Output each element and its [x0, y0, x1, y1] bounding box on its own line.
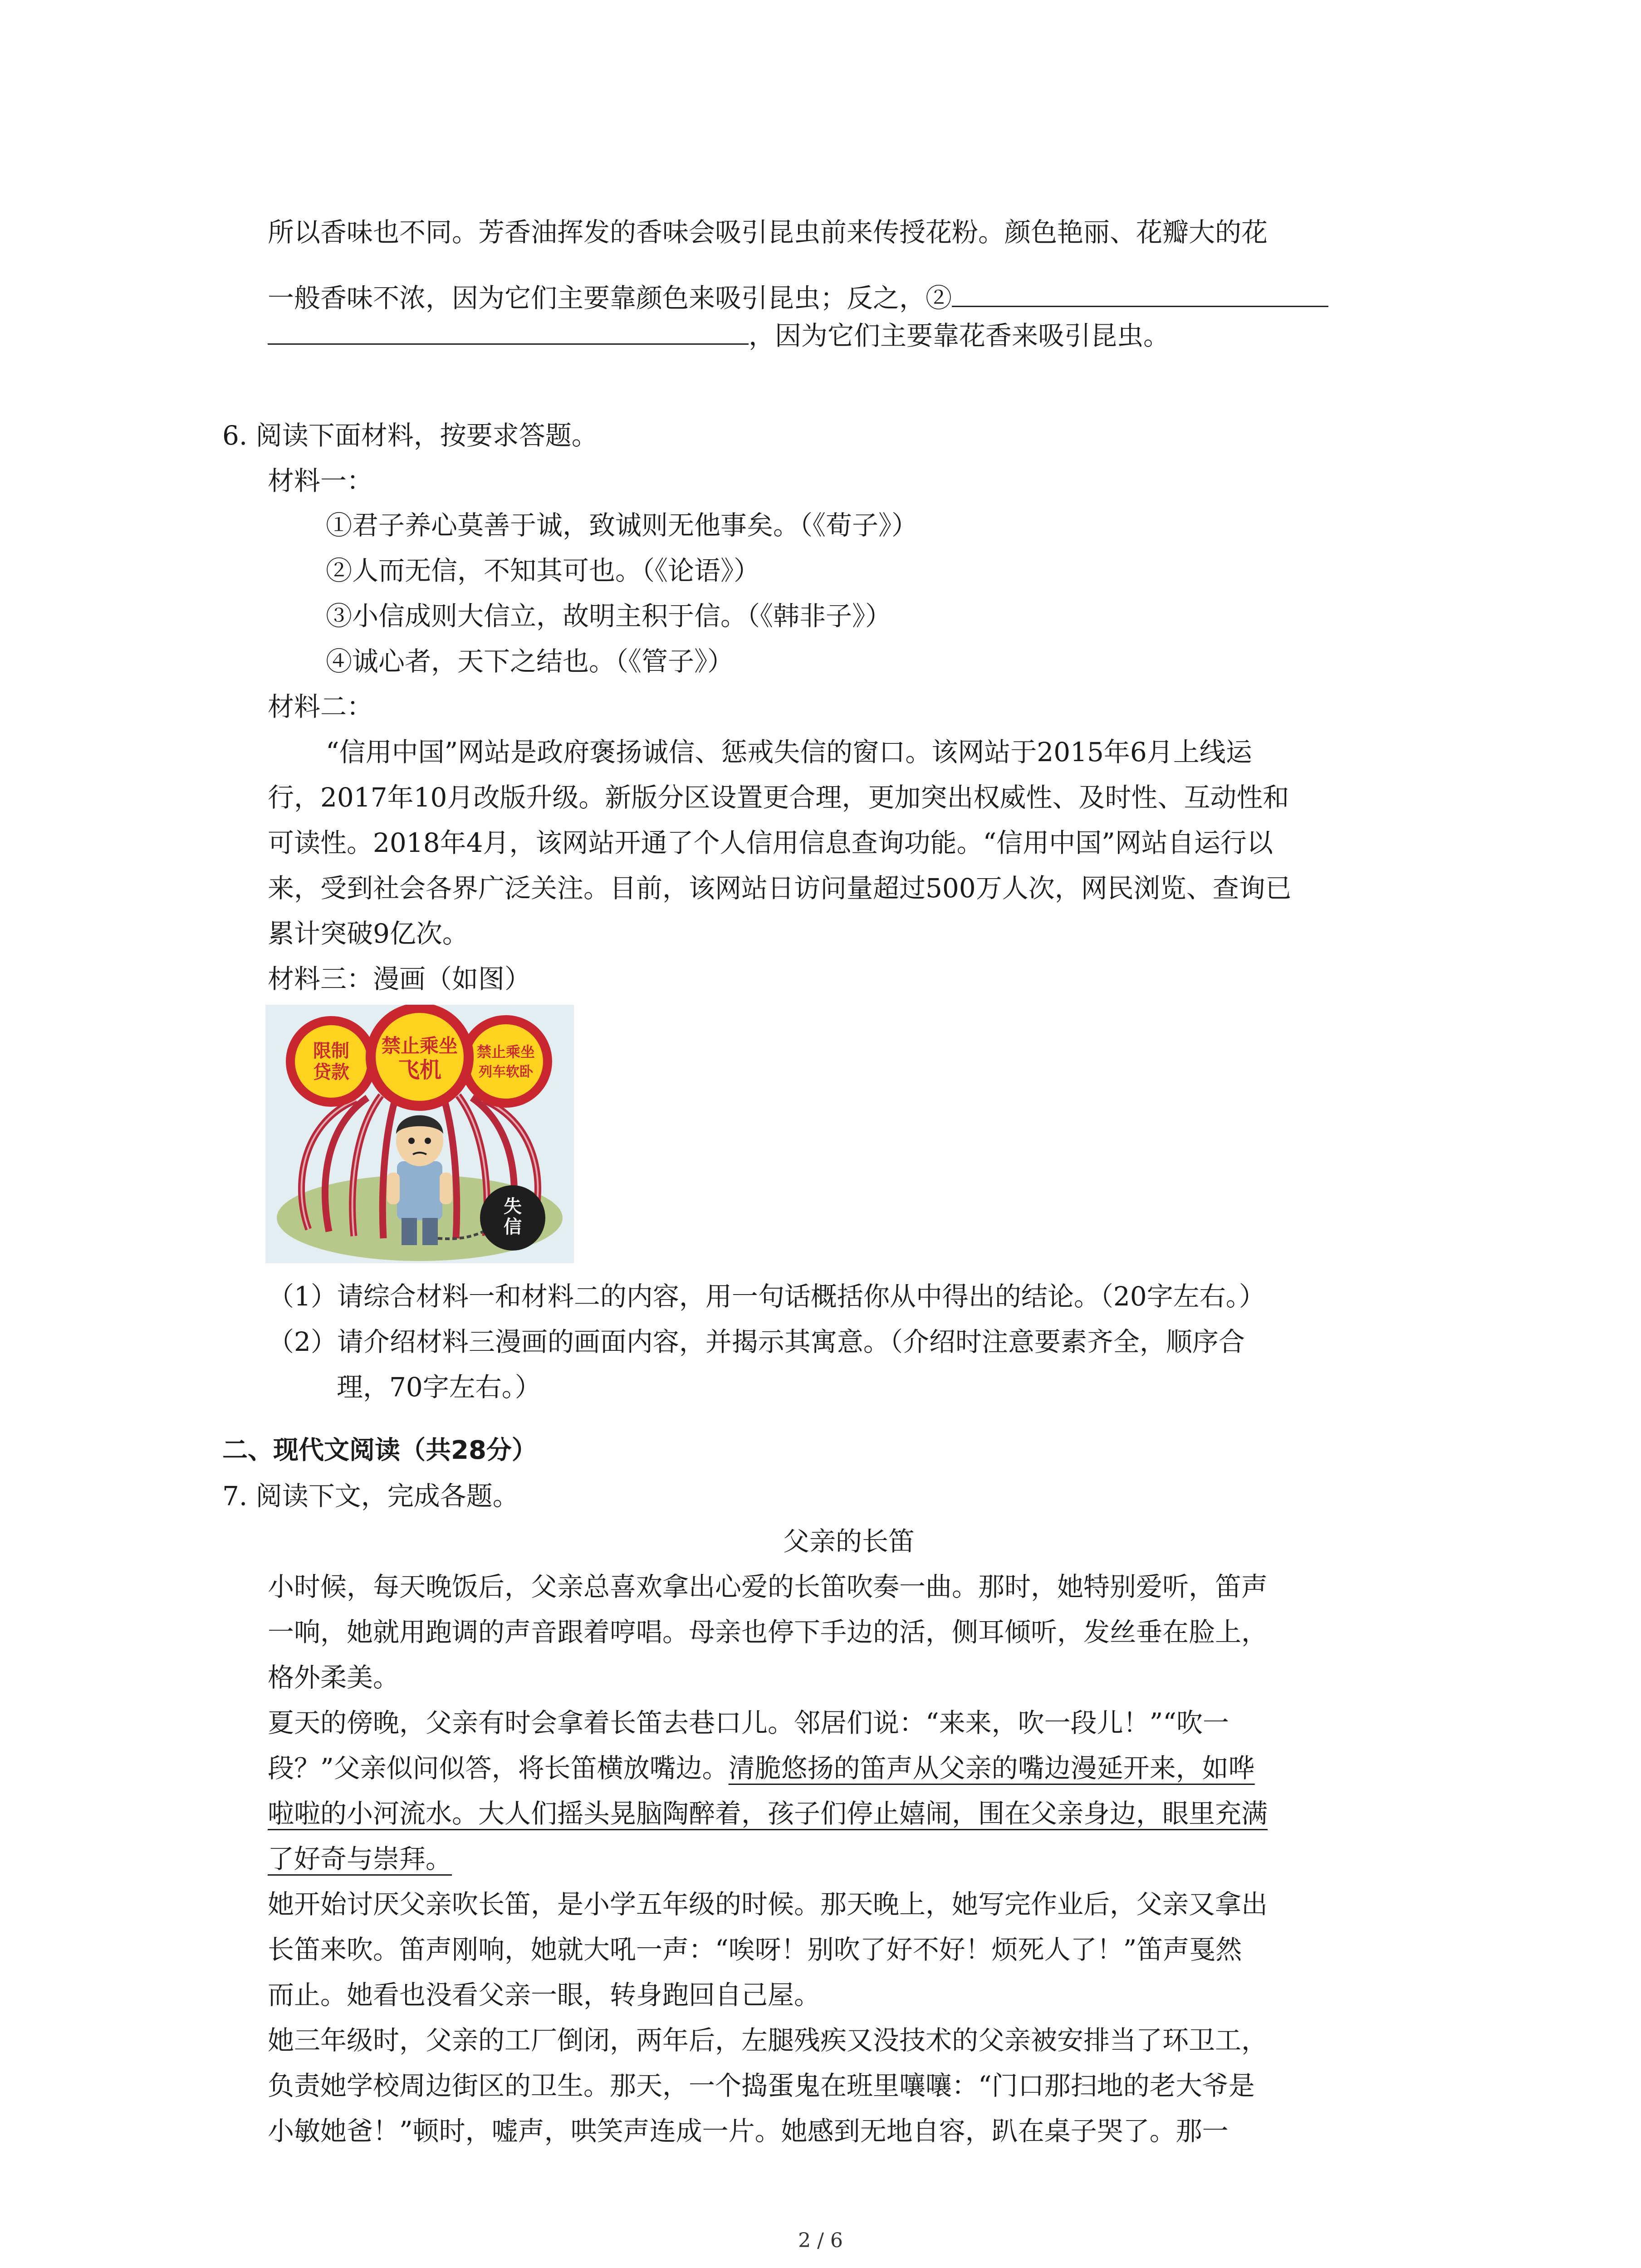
- restriction-sign-train: [464, 1020, 548, 1103]
- article-title: 父亲的长笛: [783, 1526, 915, 1557]
- material-2-line: “信用中国”网站是政府褒扬诚信、惩戒失信的窗口。该网站于2015年6月上线运: [326, 737, 1252, 767]
- credit-cartoon-image: [265, 1005, 574, 1263]
- quote-line: ④诚心者，天下之结也。（《管子》）: [326, 646, 734, 677]
- section-heading: 二、现代文阅读（共28分）: [222, 1436, 537, 1465]
- svg-text:禁止乘坐: 禁止乘坐: [381, 1035, 458, 1057]
- article-line: 小敏她爸！”顿时，嘘声，哄笑声连成一片。她感到无地自容，趴在桌子哭了。那一: [268, 2116, 1229, 2146]
- article-line: 她三年级时，父亲的工厂倒闭，两年后，左腿残疾又没技术的父亲被安排当了环卫工，: [268, 2025, 1268, 2056]
- article-line: 而止。她看也没看父亲一眼，转身跑回自己屋。: [268, 1980, 821, 2010]
- continuation-text: ，因为它们主要靠花香来吸引昆虫。: [749, 320, 1170, 351]
- page-number: 2 / 6: [798, 2229, 843, 2252]
- article-line: 格外柔美。: [268, 1662, 400, 1693]
- sub-question-2: 理，70字左右。）: [337, 1372, 541, 1403]
- article-line: 一响，她就用跑调的声音跟着哼唱。母亲也停下手边的活，侧耳倾听，发丝垂在脸上，: [268, 1617, 1268, 1647]
- svg-text:禁止乘坐: 禁止乘坐: [476, 1043, 535, 1061]
- article-text: 段？”父亲似问似答，将长笛横放嘴边。: [268, 1753, 729, 1784]
- restriction-sign-plane: [371, 1008, 469, 1106]
- quote-line: ③小信成则大信立，故明主积于信。（《韩非子》）: [326, 601, 892, 631]
- material-2-label: 材料二：: [268, 691, 373, 722]
- answer-blank[interactable]: [952, 280, 1328, 307]
- sub-question-2: （2）请介绍材料三漫画的画面内容，并揭示其寓意。（介绍时注意要素齐全，顺序合: [268, 1326, 1245, 1357]
- underlined-passage: 清脆悠扬的笛声从父亲的嘴边漫延开来，如哗: [728, 1753, 1255, 1784]
- material-2-line: 累计突破9亿次。: [268, 918, 469, 949]
- question-7-prompt: 7. 阅读下文，完成各题。: [222, 1481, 519, 1511]
- article-line: 她开始讨厌父亲吹长笛，是小学五年级的时候。那天晚上，她写完作业后，父亲又拿出: [268, 1889, 1268, 1920]
- material-2-line: 行，2017年10月改版升级。新版分区设置更合理，更加突出权威性、及时性、互动性和: [268, 782, 1289, 813]
- quote-line: ②人而无信，不知其可也。（《论语》）: [326, 555, 760, 586]
- material-1-label: 材料一：: [268, 465, 373, 496]
- article-line: 负责她学校周边街区的卫生。那天，一个捣蛋鬼在班里嚷嚷：“门口那扫地的老大爷是: [268, 2070, 1255, 2101]
- quote-line: ①君子养心莫善于诚，致诚则无他事矣。（《荀子》）: [326, 510, 918, 541]
- continuation-line: [268, 318, 1170, 354]
- underlined-passage: 啦啦的小河流水。大人们摇头晃脑陶醉着，孩子们停止嬉闹，围在父亲身边，眼里充满: [268, 1798, 1268, 1829]
- material-2-line: 可读性。2018年4月，该网站开通了个人信用信息查询功能。“信用中国”网站自运行以: [268, 827, 1273, 858]
- continuation-line: [268, 280, 1328, 316]
- article-line: [268, 1750, 1255, 1786]
- answer-blank[interactable]: [268, 318, 749, 345]
- article-line: 夏天的傍晚，父亲有时会拿着长笛去巷口儿。邻居们说：“来来，吹一段儿！”“吹一: [268, 1707, 1229, 1738]
- sub-question-1: （1）请综合材料一和材料二的内容，用一句话概括你从中得出的结论。（20字左右。）: [268, 1281, 1265, 1312]
- restriction-sign-loan: [290, 1021, 372, 1102]
- material-3-label: 材料三：漫画（如图）: [268, 963, 531, 994]
- article-line: 小时候，每天晚饭后，父亲总喜欢拿出心爱的长笛吹奏一曲。那时，她特别爱听，笛声: [268, 1571, 1268, 1602]
- article-line: 长笛来吹。笛声刚响，她就大吼一声：“唉呀！别吹了好不好！烦死人了！”笛声戛然: [268, 1934, 1242, 1965]
- material-2-line: 来，受到社会各界广泛关注。目前，该网站日访问量超过500万人次，网民浏览、查询已: [268, 873, 1292, 904]
- continuation-text: 一般香味不浓，因为它们主要靠颜色来吸引昆虫；反之，②: [268, 283, 952, 313]
- continuation-line: 所以香味也不同。芳香油挥发的香味会吸引昆虫前来传授花粉。颜色艳丽、花瓣大的花: [268, 217, 1268, 248]
- svg-text:限制: 限制: [313, 1041, 349, 1061]
- svg-text:贷款: 贷款: [313, 1062, 349, 1083]
- question-6-prompt: 6. 阅读下面材料，按要求答题。: [222, 420, 598, 451]
- svg-text:列车软卧: 列车软卧: [479, 1064, 533, 1080]
- ball-label: 失: [504, 1196, 522, 1217]
- underlined-passage: 了好奇与崇拜。: [268, 1843, 452, 1874]
- ball-label: 信: [504, 1217, 522, 1237]
- svg-text:飞机: 飞机: [397, 1057, 442, 1083]
